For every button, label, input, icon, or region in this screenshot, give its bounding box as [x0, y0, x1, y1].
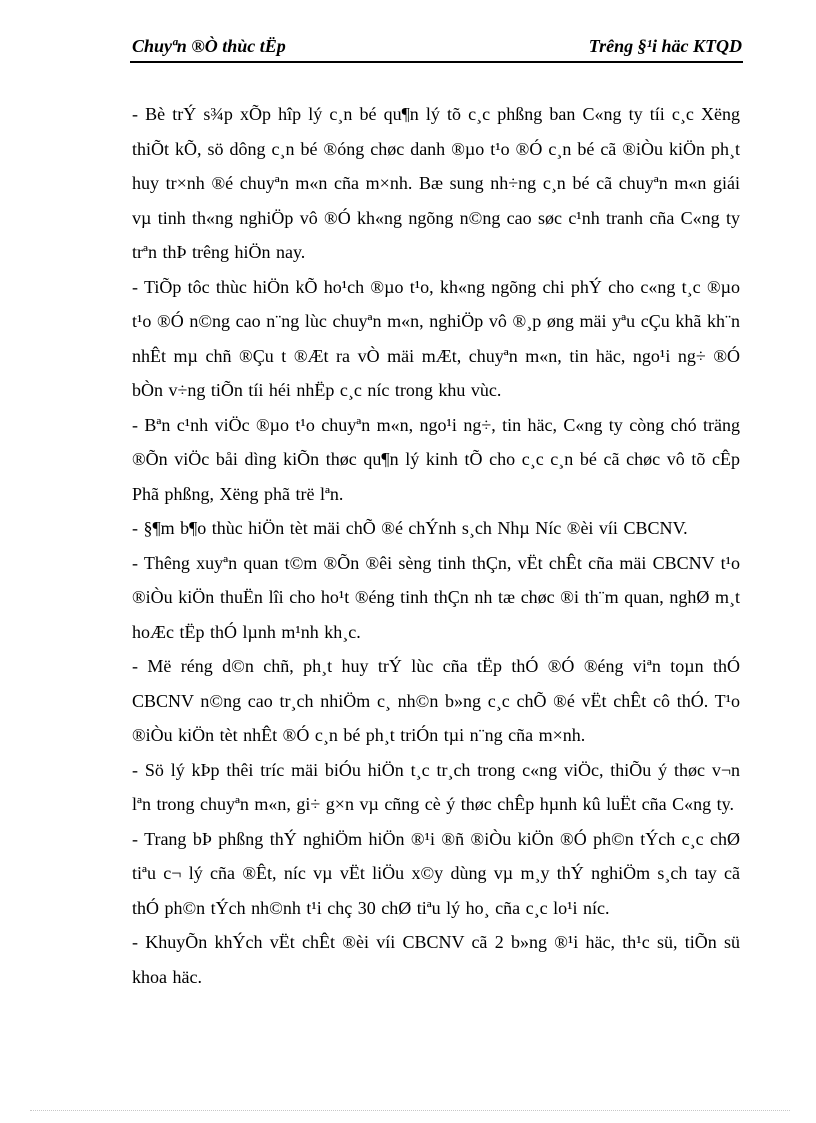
paragraph-1: - Bè trÝ s¾p xÕp hîp lý c¸n bé qu¶n lý tõ c¸c phßng ban C«ng ty tíi c¸c Xëng thiÕt kÕ, sö dông c¸n bé ®óng chøc danh ®µo t¹o ®Ó c¸n bé cã ®iÒu kiÖn ph¸t huy tr×nh ®é chuyªn m«n cña m×nh. Bæ sung nh÷ng c¸n bé cã chuyªn m«n giái vµ tinh th«ng nghiÖp vô ®Ó kh«ng ngõng n©ng cao søc c¹nh tranh cña C«ng ty trªn thÞ trêng hiÖn nay.	[132, 104, 740, 262]
paragraph-5: - Thêng xuyªn quan t©m ®Õn ®êi sèng tinh thÇn, vËt chÊt cña mäi CBCNV t¹o ®iÒu kiÖn thuËn lîi cho ho¹t ®éng tinh thÇn nh tæ chøc ®i th¨m quan, nghØ m¸t hoÆc tËp thÓ lµnh m¹nh kh¸c.	[132, 552, 740, 642]
paragraph-8: - Trang bÞ phßng thÝ nghiÖm hiÖn ®¹i ®ñ ®iÒu kiÖn ®Ó ph©n tÝch c¸c chØ tiªu c¬ lý cña ®Êt, níc vµ vËt liÖu x©y dùng vµ m¸y thÝ nghiÖm s¸ch tay cã thÓ ph©n tÝch nh©nh t¹i chç 30 chØ tiªu lý ho¸ cña c¸c lo¹i níc.	[132, 828, 740, 918]
paragraph-9: - KhuyÕn khÝch vËt chÊt ®èi víi CBCNV cã 2 b»ng ®¹i häc, th¹c sü, tiÕn sü khoa häc.	[132, 932, 740, 987]
header-rule	[130, 61, 743, 63]
paragraph-6: - Më réng d©n chñ, ph¸t huy trÝ lùc cña tËp thÓ ®Ó ®éng viªn toµn thÓ CBCNV n©ng cao tr¸ch nhiÖm c¸ nh©n b»ng c¸c chÕ ®é vËt chÊt cô thÓ. T¹o ®iÒu kiÖn tèt nhÊt ®Ó c¸n bé ph¸t triÓn tµi n¨ng cña m×nh.	[132, 656, 740, 745]
document-body	[132, 97, 740, 994]
header-school: Trêng §¹i häc KTQD	[588, 36, 742, 56]
page-header	[132, 36, 742, 62]
paragraph-7: - Sö lý kÞp thêi tríc mäi biÓu hiÖn t¸c tr¸ch trong c«ng viÖc, thiÕu ý thøc v¬n lªn trong chuyªn m«n, gi÷ g×n vµ cñng cè ý thøc chÊp hµnh kû luËt cña C«ng ty.	[132, 759, 740, 814]
header-title: Chuyªn ®Ò thùc tËp	[132, 36, 286, 56]
paragraph-3: - Bªn c¹nh viÖc ®µo t¹o chuyªn m«n, ngo¹i ng÷, tin häc, C«ng ty còng chó träng ®Õn viÖc båi dìng kiÕn thøc qu¶n lý kinh tÕ cho c¸c c¸n bé cã chøc vô tõ cÊp Phã phßng, Xëng phã trë lªn.	[132, 414, 740, 504]
page-bottom-rule	[30, 1110, 790, 1111]
paragraph-2: - TiÕp tôc thùc hiÖn kÕ ho¹ch ®µo t¹o, kh«ng ngõng chi phÝ cho c«ng t¸c ®µo t¹o ®Ó n©ng cao n¨ng lùc chuyªn m«n, nghiÖp vô ®¸p øng mäi yªu cÇu khã kh¨n nhÊt mµ chñ ®Çu t ®Æt ra vÒ mäi mÆt, chuyªn m«n, tin häc, ngo¹i ng÷ ®Ó bÒn v÷ng tiÕn tíi héi nhËp c¸c níc trong khu vùc.	[132, 276, 740, 400]
paragraph-4: - §¶m b¶o thùc hiÖn tèt mäi chÕ ®é chÝnh s¸ch Nhµ Níc ®èi víi CBCNV.	[132, 518, 688, 538]
